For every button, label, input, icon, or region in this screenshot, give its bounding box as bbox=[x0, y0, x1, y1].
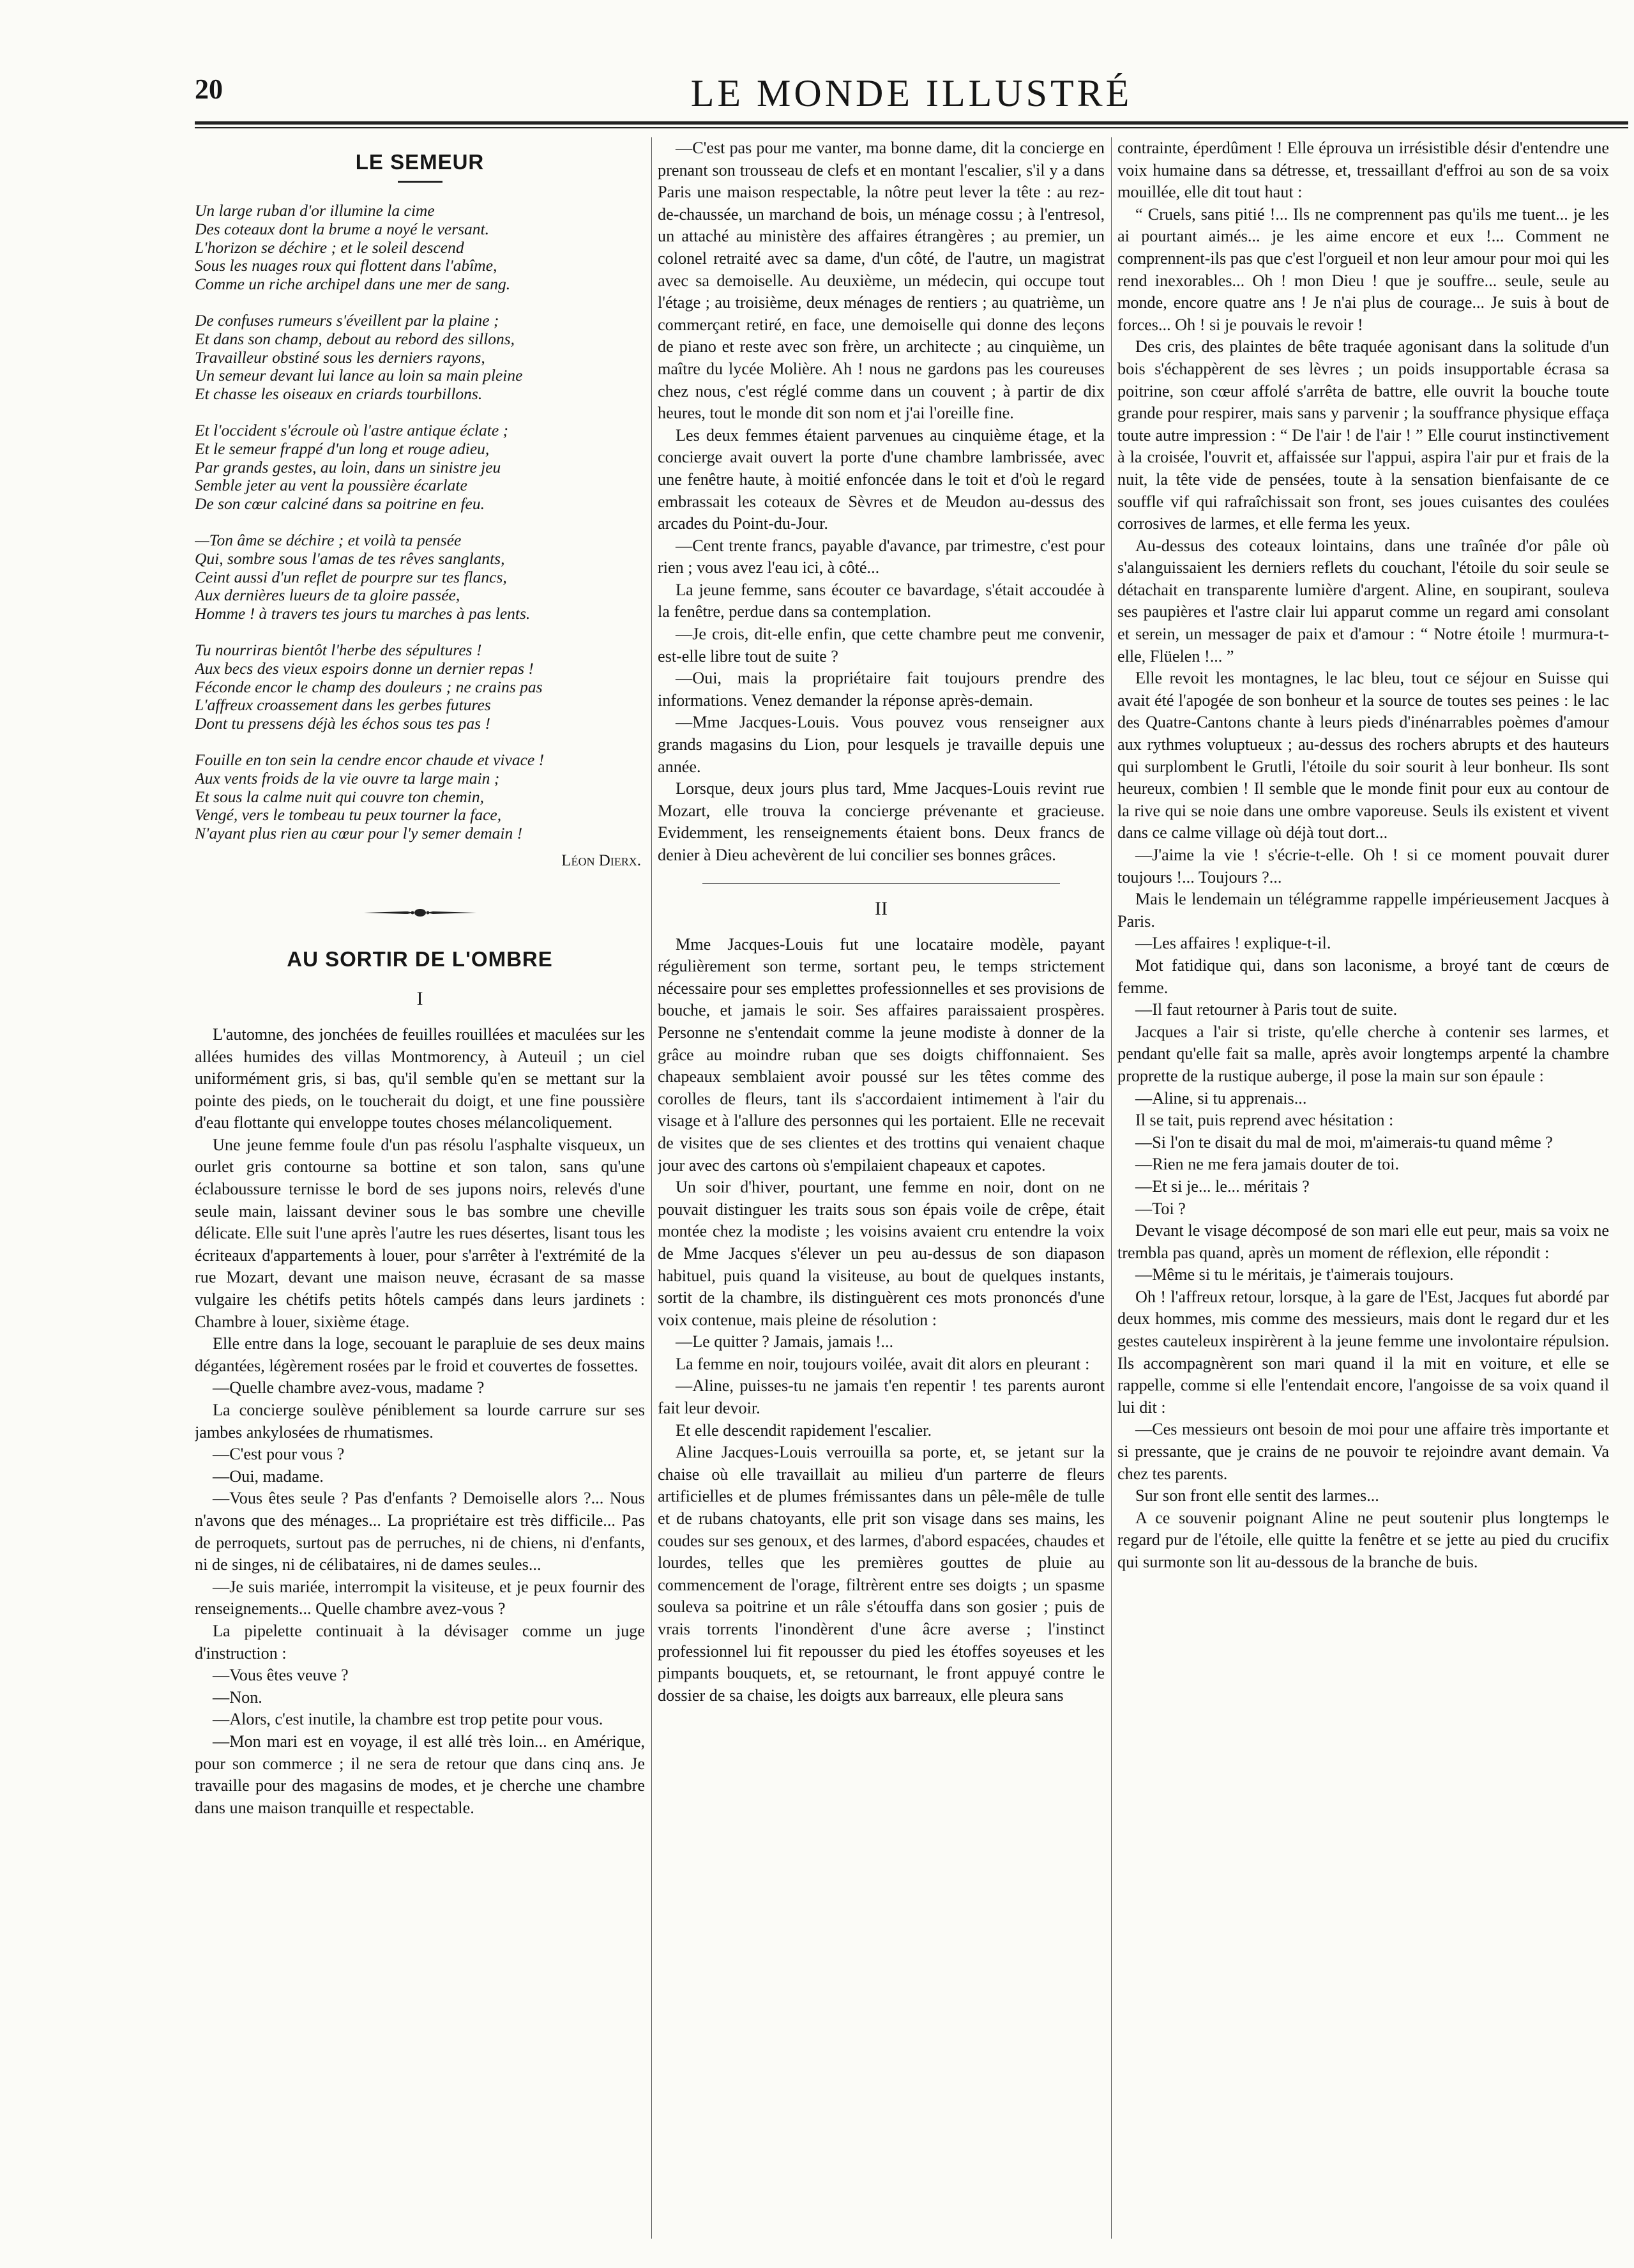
part-number: II bbox=[702, 883, 1060, 920]
poem-stanza bbox=[195, 312, 645, 404]
story-paragraph: —Mon mari est en voyage, il est allé très loin... en Amérique, pour son commerce ; il ne sera de retour que dans cinq ans. Je travaille pour des magasins de modes, et je cherche une chambre dans une maison tranquille et respectable. bbox=[195, 1731, 645, 1817]
story-paragraph: —Non. bbox=[213, 1687, 262, 1707]
story-paragraph: —Aline, puisses-tu ne jamais t'en repentir ! tes parents auront fait leur devoir. bbox=[658, 1376, 1105, 1418]
poem-line: Aux vents froids de la vie ouvre ta large main ; bbox=[195, 768, 500, 788]
story-paragraph: L'automne, des jonchées de feuilles rouillées et maculées sur les allées humides des villas Montmorency, à Auteuil ; un ciel uniformément gris, si bas, qu'il semble qu'en se mettant sur la pointe des pieds, on le toucherait du doigt, et une fine poussière d'eau flottante qui enveloppe toutes choses mélancoliquement. bbox=[195, 1024, 645, 1132]
poem-line: —Ton âme se déchire ; et voilà ta pensée bbox=[195, 530, 462, 549]
story-text bbox=[658, 137, 1105, 867]
story-paragraph: Une jeune femme foule d'un pas résolu l'asphalte visqueux, un ourlet gris contourne sa bottine et son talon, sans qu'une éclaboussure ternisse le bord de ses jupons noirs, relevés d'une seule main, laissant deviner sous le bas sombre une cheville délicate. Elle suit l'une après l'autre les rues désertes, lisant tous les écriteaux d'appartements à louer, pour s'arrêter à l'extrémité de la rue Mozart, devant une maison neuve, écrasant de sa masse vulgaire les chétifs petits hôtels campés dans leurs jardinets : Chambre à louer, sixième étage. bbox=[195, 1135, 645, 1331]
story-paragraph: La femme en noir, toujours voilée, avait dit alors en pleurant : bbox=[676, 1354, 1090, 1373]
story-paragraph: —Et si je... le... méritais ? bbox=[1135, 1176, 1310, 1196]
story-paragraph: La pipelette continuait à la dévisager comme un juge d'instruction : bbox=[195, 1621, 645, 1663]
poem-line: De confuses rumeurs s'éveillent par la plaine ; bbox=[195, 310, 499, 330]
poem-line: Comme un riche archipel dans une mer de sang. bbox=[195, 275, 511, 294]
poem-stanza bbox=[195, 641, 645, 733]
story-paragraph: —Vous êtes seule ? Pas d'enfants ? Demoiselle alors ?... Nous n'avons que des ménages... La propriétaire est très difficile... Pas de perroquets, surtout pas de perruches, ni de chiens, ni d'enfants, ni de singes, ni de célibataires, ni de dames seules... bbox=[195, 1489, 645, 1574]
story-paragraph: Un soir d'hiver, pourtant, une femme en noir, dont on ne pouvait distinguer les traits sous son épais voile de crêpe, était montée chez la modiste ; les voisins avaient cru entendre la voix de Mme Jacques s'élever un peu au-dessus de son diapason habituel, puis quand la visiteuse, au bout de quelques instants, sortit de la chambre, ils distinguèrent ces mots prononcés d'une voix contenue, mais pleine de résolution : bbox=[658, 1178, 1105, 1329]
story-paragraph: —Aline, si tu apprenais... bbox=[1135, 1088, 1307, 1107]
story-paragraph: —C'est pas pour me vanter, ma bonne dame, dit la concierge en prenant son trousseau de clefs et en montant l'escalier, s'il y a dans Paris une maison respectable, la nôtre peut lever la tête : au rez-de-chaussée, un marchand de bois, un ménage cossu ; à l'entresol, un attaché au ministère des affaires étrangères ; au premier, un colonel retraité avec sa dame, d'un côté, de l'autre, un magistrat avec sa demoiselle. Au deuxième, un médecin, qui occupe tout l'étage ; au troisième, deux ménages de rentiers ; au quatrième, un commerçant retiré, en face, une demoiselle qui donne des leçons de piano et reste avec son frère, un architecte ; au cinquième, un maître du lycée Molière. Ah ! nous ne gardons pas les coureuses chez nous, c'est réglé comme dans un couvent ; à partir de dix heures, tout le monde dit son nom et j'ai l'oreille fine. bbox=[658, 139, 1105, 423]
story-paragraph: —Il faut retourner à Paris tout de suite. bbox=[1135, 1000, 1398, 1019]
poem-stanza bbox=[195, 531, 645, 623]
header-rule bbox=[195, 121, 1628, 125]
story-paragraph: —C'est pour vous ? bbox=[213, 1445, 345, 1464]
story-paragraph: —Même si tu le méritais, je t'aimerais toujours. bbox=[1135, 1265, 1454, 1284]
story-paragraph: Oh ! l'affreux retour, lorsque, à la gare de l'Est, Jacques fut abordé par deux hommes, mis comme des messieurs, mais dont le regard dur et les gestes cauteleux inspirèrent à la jeune femme une involontaire répulsion. Ils accompagnèrent son mari quand il la mit en voiture, et elle se rappelle, comme si elle l'entendait encore, l'angoisse de sa voix quand il lui dit : bbox=[1117, 1287, 1609, 1417]
poem-line: Travailleur obstiné sous les derniers rayons, bbox=[195, 347, 485, 367]
story-title: AU SORTIR DE L'OMBRE bbox=[287, 947, 553, 971]
poem-line: Un semeur devant lui lance au loin sa main pleine bbox=[195, 366, 523, 385]
poem-line: Sous les nuages roux qui flottent dans l'abîme, bbox=[195, 256, 497, 275]
story-paragraph: —Cent trente francs, payable d'avance, par trimestre, c'est pour rien ; vous avez l'eau ici, à côté... bbox=[658, 536, 1105, 577]
poem-line: Aux becs des vieux espoirs donne un dernier repas ! bbox=[195, 658, 534, 678]
poem-line: Aux dernières lueurs de ta gloire passée, bbox=[195, 586, 460, 605]
story-paragraph: Elle entre dans la loge, secouant le parapluie de ses deux mains dégantées, légèrement rosées par le froid et couvertes de fossettes. bbox=[195, 1334, 645, 1375]
poem-title-rule bbox=[398, 181, 443, 183]
story-paragraph: contrainte, éperdûment ! Elle éprouva un irrésistible désir d'entendre une voix humaine dans sa détresse, et, tressaillant d'effroi au son de sa voix mouillée, elle dit tout haut : bbox=[1117, 139, 1609, 202]
poem-line: N'ayant plus rien au cœur pour l'y semer demain ! bbox=[195, 824, 523, 843]
page-number: 20 bbox=[195, 73, 223, 105]
header-rule-thin bbox=[195, 127, 1628, 128]
story-paragraph: Il se tait, puis reprend avec hésitation : bbox=[1135, 1111, 1394, 1130]
poem-line: Et sous la calme nuit qui couvre ton chemin, bbox=[195, 787, 485, 806]
poem-line: De son cœur calciné dans sa poitrine en feu. bbox=[195, 494, 485, 514]
column-1 bbox=[195, 137, 645, 2245]
story-paragraph: —Toi ? bbox=[1135, 1199, 1186, 1218]
story-paragraph: La jeune femme, sans écouter ce bavardage, s'était accoudée à la fenêtre, perdue dans sa contemplation. bbox=[658, 580, 1105, 621]
story-paragraph: —J'aime la vie ! s'écrie-t-elle. Oh ! si ce moment pouvait durer toujours !... Toujours ?... bbox=[1117, 846, 1609, 887]
story-paragraph: —Rien ne me fera jamais douter de toi. bbox=[1135, 1155, 1400, 1174]
column-rule bbox=[1111, 137, 1112, 2239]
story-paragraph: Elle revoit les montagnes, le lac bleu, tout ce séjour en Suisse qui avait été l'apogée de son bonheur et la source de toutes ses peines : le lac des Quatre-Cantons chante à leurs pieds d'inénarrables poèmes d'amour aux rythmes voluptueux ; au-dessus des rochers abrupts et des hauteurs qui surplombent le Grutli, l'étoile du soir sourit à leur bonheur. Ils sont heureux, combien ! Il semble que le monde finit pour eux au contour de la rive qui se noie dans une ombre vaporeuse. Seuls ils existent et vivent dans ce calme village où déjà tout dort... bbox=[1117, 669, 1609, 842]
column-3 bbox=[1117, 137, 1609, 2245]
poem-line: L'affreux croassement dans les gerbes futures bbox=[195, 696, 491, 715]
poem-line: Et dans son champ, debout au rebord des sillons, bbox=[195, 329, 515, 348]
story-paragraph: Mot fatidique qui, dans son laconisme, a broyé tant de cœurs de femme. bbox=[1117, 955, 1609, 997]
story-paragraph: A ce souvenir poignant Aline ne peut soutenir plus longtemps le regard pur de l'étoile, elle quitte la fenêtre et se jette au pied du crucifix qui surmonte son lit au-dessous de la branche de buis. bbox=[1117, 1508, 1609, 1571]
poem-line: Un large ruban d'or illumine la cime bbox=[195, 201, 435, 220]
poem-line: Vengé, vers le tombeau tu peux tourner la face, bbox=[195, 805, 502, 825]
story-text bbox=[195, 1024, 645, 1819]
page-header bbox=[195, 72, 1628, 123]
story-paragraph: Les deux femmes étaient parvenues au cinquième étage, et la concierge avait ouvert la porte d'une chambre lambrissée, avec une fenêtre haute, à moitié enfoncée dans le toit et d'où le regard embrassait les coteaux de Sèvres et de Meudon au-dessus des arcades du Point-du-Jour. bbox=[658, 425, 1105, 533]
story-paragraph: Aline Jacques-Louis verrouilla sa porte, et, se jetant sur la chaise où elle travaillait au milieu d'un parterre de fleurs artificielles et de plumes frémissantes dans un pêle-mêle de tulle et de rubans chatoyants, elle prit son visage dans ses mains, les coudes sur ses genoux, et des larmes, d'abord espacées, chaudes et lourdes, telles que les premières gouttes de pluie au commencement de l'orage, filtrèrent entre ses doigts ; un spasme souleva sa poitrine et un râle s'étouffa dans son gosier ; puis de vrais torrents l'inondèrent d'une âcre averse ; l'instinct professionnel lui fit repousser du pied les étoffes soyeuses et les pimpants bouquets, et, se retournant, le front appuyé contre le dossier de sa chaise, les doigts aux barreaux, elle pleura sans bbox=[658, 1443, 1105, 1705]
story-paragraph: —Vous êtes veuve ? bbox=[213, 1666, 349, 1685]
story-paragraph: —Ces messieurs ont besoin de moi pour une affaire très importante et si pressante, que je crains de ne pouvoir te rejoindre avant demain. Va chez tes parents. bbox=[1117, 1420, 1609, 1483]
story-paragraph: —Le quitter ? Jamais, jamais !... bbox=[676, 1332, 894, 1351]
poem-stanza bbox=[195, 751, 645, 843]
story-paragraph: —Les affaires ! explique-t-il. bbox=[1135, 934, 1331, 953]
poem-line: Homme ! à travers tes jours tu marches à pas lents. bbox=[195, 604, 531, 623]
story-paragraph: Au-dessus des coteaux lointains, dans une traînée d'or pâle où s'alanguissaient les derniers reflets du couchant, l'étoile du soir seule se détachait en transparente lumière d'argent. Aline, en soupirant, souleva ses paupières et l'astre clair lui apparut comme un regard ami consolant et serein, un messager de paix et d'amour : “ Notre étoile ! murmura-t-elle, Flüelen !... ” bbox=[1117, 536, 1609, 666]
poem-line: Des coteaux dont la brume a noyé le versant. bbox=[195, 219, 490, 238]
poem-line: Ceint aussi d'un reflet de pourpre sur tes flancs, bbox=[195, 567, 507, 586]
poem-line: Dont tu pressens déjà les échos sous tes pas ! bbox=[195, 714, 490, 733]
poem-line: Et chasse les oiseaux en criards tourbillons. bbox=[195, 384, 483, 404]
story-paragraph: Jacques a l'air si triste, qu'elle cherche à contenir ses larmes, et pendant qu'elle fait sa malle, après avoir longtemps arpenté la chambre proprette de la rustique auberge, il pose la main sur son épaule : bbox=[1117, 1022, 1609, 1085]
poem-stanza bbox=[195, 202, 645, 294]
column-rule bbox=[651, 137, 652, 2239]
poem-line: Semble jeter au vent la poussière écarlate bbox=[195, 476, 467, 495]
story-paragraph: —Je crois, dit-elle enfin, que cette chambre peut me convenir, est-elle libre tout de suite ? bbox=[658, 625, 1105, 666]
ornament-divider-icon bbox=[195, 907, 645, 922]
part-number: I bbox=[416, 987, 423, 1009]
poem-stanza bbox=[195, 422, 645, 514]
story-paragraph: —Mme Jacques-Louis. Vous pouvez vous renseigner aux grands magasins du Lion, pour lesquels je travaille depuis une année. bbox=[658, 713, 1105, 776]
story-paragraph: —Alors, c'est inutile, la chambre est trop petite pour vous. bbox=[213, 1710, 603, 1729]
column-2 bbox=[658, 137, 1105, 2245]
poem-line: Et l'occident s'écroule où l'astre antique éclate ; bbox=[195, 420, 509, 439]
story-paragraph: Devant le visage décomposé de son mari elle eut peur, mais sa voix ne trembla pas quand, après un moment de réflexion, elle répondit : bbox=[1117, 1221, 1609, 1262]
poem-line: Tu nourriras bientôt l'herbe des sépultures ! bbox=[195, 640, 482, 659]
story-paragraph: Sur son front elle sentit des larmes... bbox=[1135, 1486, 1379, 1505]
poem-line: Fouille en ton sein la cendre encor chaude et vivace ! bbox=[195, 750, 545, 769]
story-paragraph: —Quelle chambre avez-vous, madame ? bbox=[213, 1378, 485, 1397]
story-paragraph: Et elle descendit rapidement l'escalier. bbox=[676, 1420, 932, 1440]
poem-line: Et le semeur frappé d'un long et rouge adieu, bbox=[195, 439, 490, 458]
story-paragraph: —Si l'on te disait du mal de moi, m'aimerais-tu quand même ? bbox=[1135, 1132, 1553, 1152]
story-paragraph: Lorsque, deux jours plus tard, Mme Jacques-Louis revint rue Mozart, elle trouva la concierge prévenante et gracieuse. Evidemment, les renseignements étaient bons. Deux francs de denier à Dieu achevèrent de lui concilier ses bonnes grâces. bbox=[658, 779, 1105, 864]
poem-line: Qui, sombre sous l'amas de tes rêves sanglants, bbox=[195, 549, 505, 568]
poem bbox=[195, 202, 645, 843]
story-paragraph: Mme Jacques-Louis fut une locataire modèle, payant régulièrement son terme, sortant peu, le temps strictement nécessaire pour ses emplettes professionnelles et ses provisions de bouche, et jamais le soir. Ses affaires paraissaient prospères. Personne ne s'entendait comme la jeune modiste à donner de la grâce au moindre ruban que ses doigts chiffonnaient. Ses chapeaux semblaient avoir poussé sur les têtes comme des corolles de fleurs, tant ils s'accordaient intimement à l'air du visage et à l'allure des personnes qui les portaient. Elle ne recevait de visites que de ses clientes et des trottins qui venaient chaque jour avec des cartons où s'empilaient chapeaux et capotes. bbox=[658, 934, 1105, 1175]
story-paragraph: “ Cruels, sans pitié !... Ils ne comprennent pas qu'ils me tuent... je les ai pourtant aimés... je les aime encore et eux !... Comment ne comprennent-ils pas que c'est l'orgueil et non leur amour pour moi qui les rend inexorables... Oh ! mon Dieu ! que je souffre... seule, seule au monde, encore quatre ans ! Je n'ai plus de courage... Je suis à bout de forces... Oh ! si je pouvais le revoir ! bbox=[1117, 204, 1609, 334]
story-text bbox=[1117, 137, 1609, 1574]
story-paragraph: Des cris, des plaintes de bête traquée agonisant dans la solitude d'un bois s'échappèrent de ses lèvres ; un poids insupportable écrasa sa poitrine, son cœur affolé s'arrêta de battre, elle ouvrit la bouche toute grande pour respirer, mais sans y parvenir ; la souffrance physique effaça toute autre impression : “ De l'air ! de l'air ! ” Elle courut instinctivement à la croisée, l'ouvrit et, affaissée sur l'appui, aspira l'air pur et frais de la nuit, la tête vide de pensées, toute à la sensation bienfaisante de ce souffle vif qui rafraîchissait son front, ses joues cuisantes des coulées corrosives de larmes, et elle ferma les yeux. bbox=[1117, 337, 1609, 533]
story-paragraph: Mais le lendemain un télégramme rappelle impérieusement Jacques à Paris. bbox=[1117, 890, 1609, 931]
story-paragraph: —Oui, madame. bbox=[213, 1466, 324, 1486]
poem-author: Léon Dierx. bbox=[561, 851, 641, 869]
story-text bbox=[658, 934, 1105, 1707]
story-paragraph: La concierge soulève péniblement sa lourde carrure sur ses jambes ankylosées de rhumatismes. bbox=[195, 1401, 645, 1442]
story-paragraph: —Oui, mais la propriétaire fait toujours prendre des informations. Venez demander la réponse après-demain. bbox=[658, 669, 1105, 710]
poem-line: L'horizon se déchire ; et le soleil descend bbox=[195, 238, 464, 257]
journal-title: LE MONDE ILLUSTRÉ bbox=[690, 72, 1133, 114]
poem-title: LE SEMEUR bbox=[355, 150, 485, 174]
poem-line: Par grands gestes, au loin, dans un sinistre jeu bbox=[195, 457, 501, 476]
poem-line: Féconde encor le champ des douleurs ; ne crains pas bbox=[195, 677, 543, 696]
story-paragraph: —Je suis mariée, interrompit la visiteuse, et je peux fournir des renseignements... Quelle chambre avez-vous ? bbox=[195, 1577, 645, 1618]
